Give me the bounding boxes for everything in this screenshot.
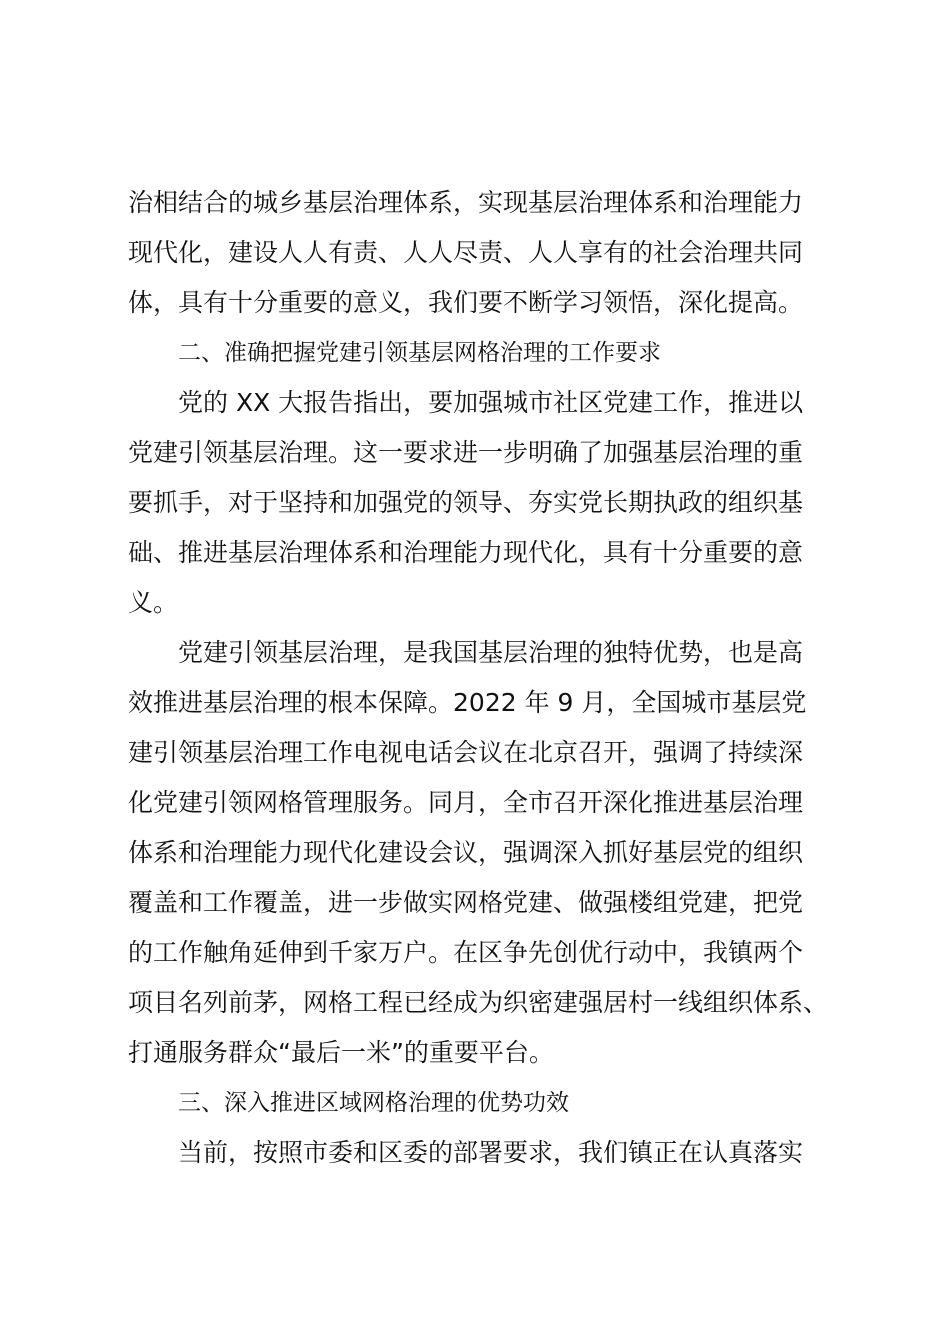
paragraph-line: 党建引领基层治理。这一要求进一步明确了加强基层治理的重 (128, 438, 804, 467)
paragraph-line: 党建引领基层治理，是我国基层治理的独特优势，也是高 (178, 638, 804, 667)
paragraph-line: 义。 (128, 588, 179, 617)
paragraph-line: 建引领基层治理工作电视电话会议在北京召开，强调了持续深 (128, 738, 804, 767)
paragraph-line: 化党建引领网格管理服务。同月，全市召开深化推进基层治理 (128, 788, 804, 817)
paragraph-line: 效推进基层治理的根本保障。2022 年 9 月，全国城市基层党 (128, 688, 807, 717)
paragraph-line: 的工作触角延伸到千家万户。在区争先创优行动中，我镇两个 (128, 938, 804, 967)
paragraph-line: 础、推进基层治理体系和治理能力现代化，具有十分重要的意 (128, 538, 804, 567)
paragraph-line: 体，具有十分重要的意义，我们要不断学习领悟，深化提高。 (128, 288, 804, 317)
paragraph-line: 党的 XX 大报告指出，要加强城市社区党建工作，推进以 (178, 388, 804, 417)
paragraph-line: 治相结合的城乡基层治理体系，实现基层治理体系和治理能力 (128, 188, 804, 217)
document-body (128, 178, 838, 1178)
paragraph-line: 当前，按照市委和区委的部署要求，我们镇正在认真落实 (178, 1138, 804, 1167)
section-heading-3: 三、深入推进区域网格治理的优势功效 (178, 1090, 569, 1116)
paragraph-line: 项目名列前茅，网格工程已经成为织密建强居村一线组织体系、 (128, 988, 829, 1017)
paragraph-line: 体系和治理能力现代化建设会议，强调深入抓好基层党的组织 (128, 838, 804, 867)
paragraph-line: 覆盖和工作覆盖，进一步做实网格党建、做强楼组党建，把党 (128, 888, 804, 917)
section-heading-2: 二、准确把握党建引领基层网格治理的工作要求 (178, 340, 661, 366)
paragraph-line: 打通服务群众“最后一米”的重要平台。 (128, 1038, 554, 1067)
paragraph-line: 现代化，建设人人有责、人人尽责、人人享有的社会治理共同 (128, 238, 804, 267)
paragraph-line: 要抓手，对于坚持和加强党的领导、夯实党长期执政的组织基 (128, 488, 804, 517)
